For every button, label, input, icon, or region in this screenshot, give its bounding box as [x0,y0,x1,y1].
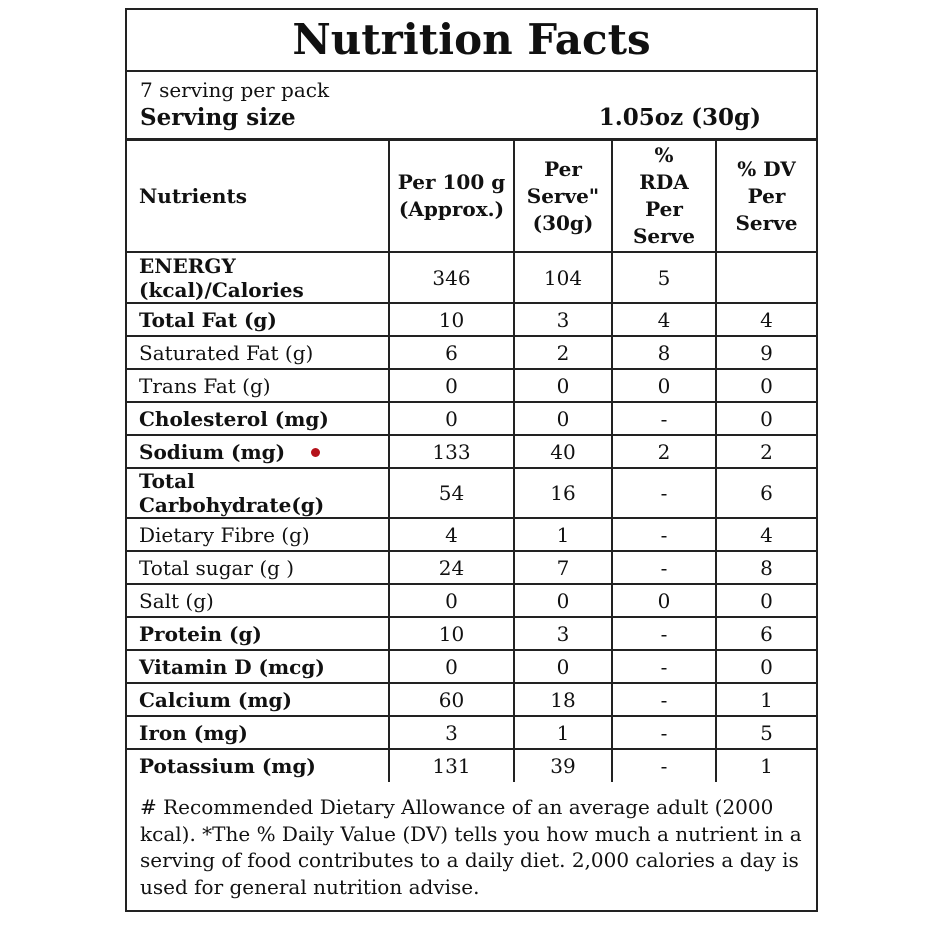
title-section [127,10,816,72]
value-cell: 346 [389,252,514,303]
value-cell: 6 [716,617,816,650]
value-cell: - [612,749,716,782]
table-row-total-fat [127,303,816,336]
value-cell: 5 [716,716,816,749]
value-cell: - [612,617,716,650]
value-cell: 0 [514,369,612,402]
value-cell: 0 [716,584,816,617]
value-cell: 0 [389,369,514,402]
serving-size-row [140,103,803,133]
value-cell: - [612,716,716,749]
serving-size-value: 1.05oz (30g) [598,104,761,131]
red-dot-icon [311,448,320,457]
table-row-calcium [127,683,816,716]
value-cell [716,252,816,303]
value-cell: 0 [389,650,514,683]
header-row [127,141,816,252]
value-cell: 0 [389,584,514,617]
table-row-salt [127,584,816,617]
nutrient-label-cell: Calcium (mg) [127,683,389,716]
nutrient-label-cell: Vitamin D (mcg) [127,650,389,683]
value-cell: 0 [514,584,612,617]
value-cell: 3 [514,303,612,336]
value-cell: - [612,402,716,435]
table-row-iron [127,716,816,749]
value-cell: 6 [716,468,816,518]
table-row-dietary-fibre [127,518,816,551]
value-cell: 6 [389,336,514,369]
serving-size-label: Serving size [140,104,296,131]
nutrient-label-cell: Cholesterol (mg) [127,402,389,435]
table-row-total-sugar [127,551,816,584]
value-cell: 10 [389,617,514,650]
table-row-potassium [127,749,816,782]
nutrient-label-cell: Saturated Fat (g) [127,336,389,369]
value-cell: 3 [514,617,612,650]
footnote-text: # Recommended Dietary Allowance of an average adult (2000 kcal). *The % Daily Value (DV) tells you how much a nutrient in a serving of food contributes to a daily diet. 2,000 calories a day is used for general nutrition advise. [140,795,802,899]
nutrient-label-cell: Dietary Fibre (g) [127,518,389,551]
value-cell: 24 [389,551,514,584]
table-row-protein [127,617,816,650]
nutrient-label-cell: ENERGY (kcal)/Calories [127,252,389,303]
value-cell: 0 [612,369,716,402]
table-row-cholesterol [127,402,816,435]
nutrient-label-cell: Salt (g) [127,584,389,617]
page-title: Nutrition Facts [292,15,651,64]
column-header-dv: % DV Per Serve [716,141,816,252]
column-header-rda: % RDA Per Serve [612,141,716,252]
nutrient-label-cell: Sodium (mg) [127,435,389,468]
table-row-trans-fat [127,369,816,402]
value-cell: 133 [389,435,514,468]
value-cell: 60 [389,683,514,716]
nutrient-label-cell: Total sugar (g ) [127,551,389,584]
value-cell: 4 [716,518,816,551]
table-row-energy [127,252,816,303]
nutrient-label-cell: Total Fat (g) [127,303,389,336]
nutrient-label-cell: Potassium (mg) [127,749,389,782]
value-cell: 16 [514,468,612,518]
value-cell: 0 [514,402,612,435]
value-cell: 40 [514,435,612,468]
value-cell: 54 [389,468,514,518]
value-cell: 0 [716,369,816,402]
value-cell: 104 [514,252,612,303]
value-cell: 4 [612,303,716,336]
column-header-per-100g: Per 100 g (Approx.) [389,141,514,252]
nutrient-label-cell: Protein (g) [127,617,389,650]
nutrient-label-cell: Iron (mg) [127,716,389,749]
column-header-nutrients: Nutrients [127,141,389,252]
value-cell: - [612,518,716,551]
value-cell: 2 [514,336,612,369]
value-cell: - [612,683,716,716]
value-cell: 8 [716,551,816,584]
value-cell: 2 [716,435,816,468]
value-cell: 131 [389,749,514,782]
table-row-saturated-fat [127,336,816,369]
value-cell: 9 [716,336,816,369]
table-row-sodium [127,435,816,468]
nutrient-label-cell: Total Carbohydrate(g) [127,468,389,518]
value-cell: 7 [514,551,612,584]
value-cell: - [612,650,716,683]
value-cell: 0 [514,650,612,683]
value-cell: 0 [716,650,816,683]
value-cell: - [612,551,716,584]
value-cell: 1 [716,683,816,716]
value-cell: 39 [514,749,612,782]
value-cell: 2 [612,435,716,468]
column-header-per-serve: Per Serve" (30g) [514,141,612,252]
value-cell: 10 [389,303,514,336]
value-cell: 0 [389,402,514,435]
value-cell: 4 [389,518,514,551]
nutrients-table [127,141,816,782]
table-row-total-carbohydrate [127,468,816,518]
table-row-vitamin-d [127,650,816,683]
value-cell: - [612,468,716,518]
value-cell: 0 [612,584,716,617]
value-cell: 0 [716,402,816,435]
value-cell: 1 [716,749,816,782]
serving-section [127,72,816,141]
nutrient-label-cell: Trans Fat (g) [127,369,389,402]
value-cell: 8 [612,336,716,369]
footnote-section [127,782,816,910]
servings-per-pack: 7 serving per pack [140,78,330,102]
value-cell: 3 [389,716,514,749]
nutrition-facts-label [125,8,818,912]
table-header [127,141,816,252]
value-cell: 18 [514,683,612,716]
value-cell: 1 [514,716,612,749]
value-cell: 1 [514,518,612,551]
value-cell: 5 [612,252,716,303]
value-cell: 4 [716,303,816,336]
